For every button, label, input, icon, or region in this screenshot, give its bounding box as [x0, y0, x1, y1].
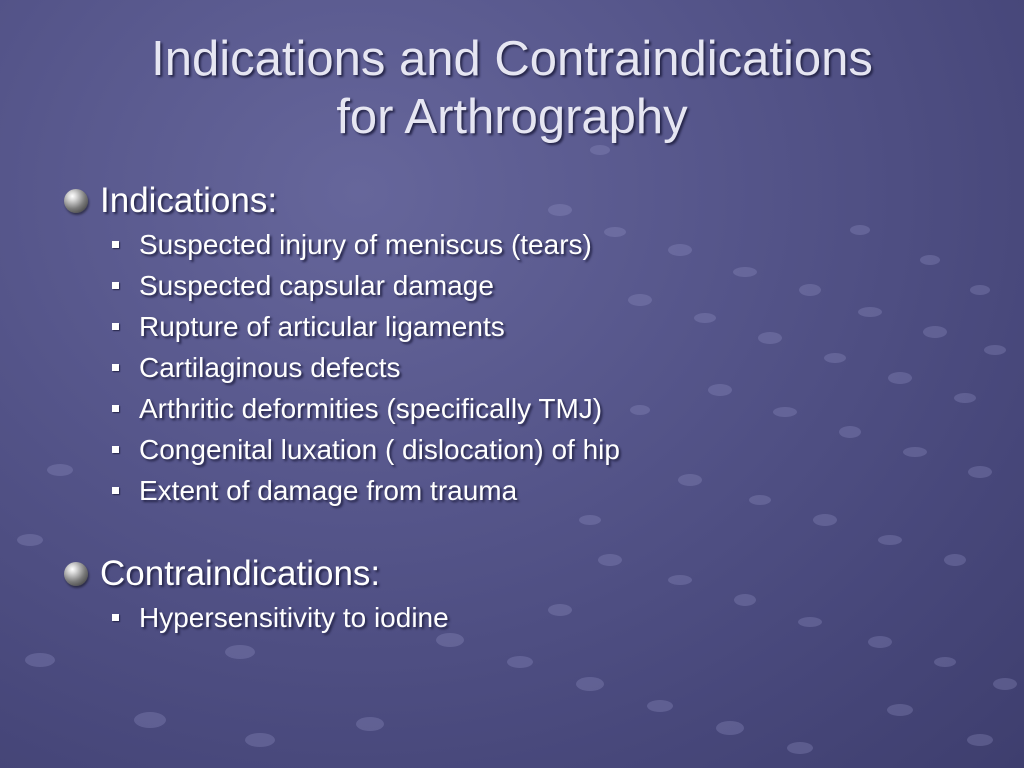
section-spacer — [64, 511, 984, 551]
list-item-text: Arthritic deformities (specifically TMJ) — [139, 392, 603, 424]
section-heading-contraindications — [64, 551, 984, 597]
slide-title — [40, 30, 984, 146]
list-item — [112, 388, 984, 429]
square-bullet-icon — [112, 364, 119, 371]
list-item — [112, 347, 984, 388]
list-item — [112, 429, 984, 470]
list-item-text: Suspected capsular damage — [139, 269, 494, 301]
slide-title-line-2: for Arthrography — [336, 90, 688, 144]
indications-section — [64, 178, 984, 511]
section-heading-label: Indications: — [100, 181, 278, 220]
list-item-text: Hypersensitivity to iodine — [139, 601, 449, 633]
square-bullet-icon — [112, 614, 119, 621]
list-item — [112, 306, 984, 347]
list-item — [112, 597, 984, 638]
list-item — [112, 470, 984, 511]
square-bullet-icon — [112, 323, 119, 330]
list-item — [112, 224, 984, 265]
square-bullet-icon — [112, 487, 119, 494]
list-item-text: Suspected injury of meniscus (tears) — [139, 228, 592, 260]
sphere-bullet-icon — [64, 189, 88, 213]
list-item-text: Extent of damage from trauma — [139, 474, 518, 506]
list-item-text: Rupture of articular ligaments — [139, 310, 505, 342]
contraindications-list — [64, 597, 984, 638]
section-heading-indications — [64, 178, 984, 224]
list-item — [112, 265, 984, 306]
slide-title-line-1: Indications and Contraindications — [151, 32, 873, 86]
sphere-bullet-icon — [64, 562, 88, 586]
square-bullet-icon — [112, 282, 119, 289]
indications-list — [64, 224, 984, 511]
square-bullet-icon — [112, 241, 119, 248]
list-item-text: Congenital luxation ( dislocation) of hip — [139, 433, 620, 465]
list-item-text: Cartilaginous defects — [139, 351, 401, 383]
square-bullet-icon — [112, 446, 119, 453]
slide-body — [64, 178, 984, 638]
square-bullet-icon — [112, 405, 119, 412]
section-heading-label: Contraindications: — [100, 554, 381, 593]
contraindications-section — [64, 551, 984, 638]
